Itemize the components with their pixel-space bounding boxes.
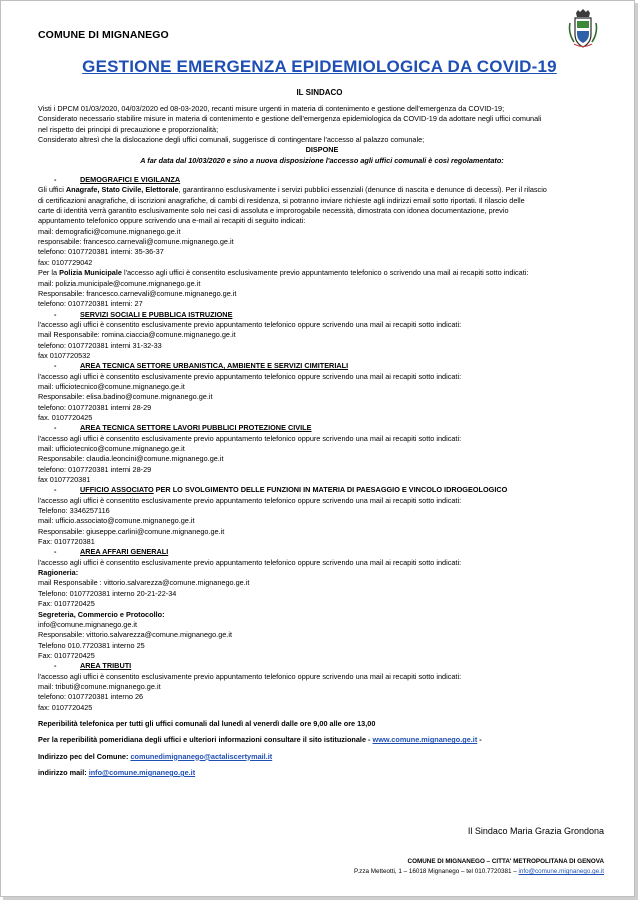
comune-header: COMUNE DI MIGNANEGO bbox=[38, 29, 169, 41]
section-heading-affari-generali: - AREA AFFARI GENERALI bbox=[38, 547, 606, 557]
section-heading-urbanistica: - AREA TECNICA SETTORE URBANISTICA, AMBIENTE E SERVIZI CIMITERIALI bbox=[38, 361, 606, 371]
urbanistica-mail: mail: ufficiotecnico@comune.mignanego.ge.it bbox=[38, 381, 185, 391]
sociali-responsabile: mail Responsabile: romina.ciaccia@comune.mignanego.ge.it bbox=[38, 330, 236, 340]
polizia-mail: mail: polizia.municipale@comune.mignanego.ge.it bbox=[38, 278, 201, 288]
far-data-line: A far data dal 10/03/2020 e sino a nuova disposizione l'accesso agli uffici comunali è così regolamentato: bbox=[140, 155, 504, 165]
coat-of-arms-icon bbox=[568, 9, 598, 49]
bullet-dash: - bbox=[54, 361, 57, 371]
section-heading-demografici: - DEMOGRAFICI E VIGILANZA bbox=[38, 175, 606, 185]
affari-text: l'accesso agli uffici è consentito esclusivamente previo appuntamento telefonico oppure scrivendo una mail ai recapiti sotto indicati: bbox=[38, 557, 462, 567]
bullet-dash: - bbox=[54, 485, 57, 495]
lavori-fax: fax 0107720381 bbox=[38, 475, 91, 485]
footer-comune: COMUNE DI MIGNANEGO – CITTA' METROPOLITANA DI GENOVA bbox=[407, 858, 604, 865]
associato-text: l'accesso agli uffici è consentito esclusivamente previo appuntamento telefonico oppure scrivendo una mail ai recapiti sotto indicati: bbox=[38, 495, 462, 505]
demografici-fax: fax: 0107729042 bbox=[38, 257, 93, 267]
intro-visti: Visti i DPCM 01/03/2020, 04/03/2020 ed 08-03-2020, recanti misure urgenti in materia di contenimento e gestione dell'emergenza da COVID-19; bbox=[38, 104, 505, 113]
sociali-fax: fax 0107720532 bbox=[38, 350, 91, 360]
bullet-dash: - bbox=[54, 175, 57, 185]
il-sindaco-heading: IL SINDACO bbox=[296, 88, 343, 97]
associato-telefono: Telefono: 3346257116 bbox=[38, 506, 110, 516]
segreteria-telefono: Telefono 010.7720381 interno 25 bbox=[38, 640, 145, 650]
pec-line: Indirizzo pec del Comune: comunedimignanego@actaliscertymail.it bbox=[38, 751, 273, 761]
demografici-text-2: di certificazioni anagrafiche, di iscrizioni anagrafiche, di cambi di residenza, si potranno inviare richieste agli indirizzi email sotto riportati. Il rilascio delle bbox=[38, 195, 525, 205]
segreteria-heading: Segreteria, Commercio e Protocollo: bbox=[38, 609, 165, 619]
demografici-mail: mail: demografici@comune.mignanego.ge.it bbox=[38, 226, 181, 236]
urbanistica-telefono: telefono: 0107720381 interni 28-29 bbox=[38, 402, 152, 412]
associato-mail: mail: ufficio.associato@comune.mignanego.ge.it bbox=[38, 516, 195, 526]
tributi-mail: mail: tributi@comune.mignanego.ge.it bbox=[38, 681, 161, 691]
lavori-responsabile: Responsabile: claudia.leoncini@comune.mignanego.ge.it bbox=[38, 454, 224, 464]
bullet-dash: - bbox=[54, 423, 57, 433]
polizia-municipale-text: Per la Polizia Municipale l'accesso agli uffici è consentito esclusivamente previo appuntamento telefonico o scrivendo una mail ai recapiti sotto indicati: bbox=[38, 268, 529, 278]
footer-address: P.zza Metteotti, 1 – 16018 Mignanego – tel 010.7720381 – info@comune.mignanego.ge.it bbox=[354, 868, 604, 875]
intro-considerato-1a: Considerato necessario stabilire misure in materia di contenimento e gestione dell'emergenza epidemiologica da COVID-19 da adottare negli uffici comunali bbox=[38, 114, 542, 124]
section-heading-servizi-sociali: - SERVIZI SOCIALI E PUBBLICA ISTRUZIONE bbox=[38, 310, 606, 320]
spacer bbox=[38, 166, 606, 175]
intro-considerato-1b: nel rispetto dei principi di precauzione e proporzionalità; bbox=[38, 124, 219, 134]
mail-line: indirizzo mail: info@comune.mignanego.ge.it bbox=[38, 767, 196, 777]
demografici-telefono: telefono: 0107720381 interni: 35-36-37 bbox=[38, 247, 164, 257]
urbanistica-fax: fax. 0107720425 bbox=[38, 412, 93, 422]
polizia-responsabile: Responsabile: francesco.carnevali@comune.mignanego.ge.it bbox=[38, 288, 237, 298]
section-heading-tributi: - AREA TRIBUTI bbox=[38, 661, 606, 671]
lavori-mail: mail: ufficiotecnico@comune.mignanego.ge.it bbox=[38, 444, 185, 453]
main-title: GESTIONE EMERGENZA EPIDEMIOLOGICA DA COVID-19 bbox=[82, 57, 557, 76]
dispone-heading: DISPONE bbox=[305, 145, 339, 155]
ragioneria-fax: Fax: 0107720425 bbox=[38, 599, 95, 609]
sociali-telefono: telefono: 0107720381 interni 31-32-33 bbox=[38, 340, 162, 350]
ragioneria-heading: Ragioneria: bbox=[38, 568, 79, 578]
footer-mail-link[interactable]: info@comune.mignanego.ge.it bbox=[518, 868, 604, 875]
section-heading-lavori-pubblici: - AREA TECNICA SETTORE LAVORI PUBBLICI PROTEZIONE CIVILE bbox=[38, 423, 606, 433]
demografici-text-1: Gli uffici Anagrafe, Stato Civile, Elettorale, garantiranno esclusivamente i servizi pubblici essenziali (denunce di nascita e denunce di decessi). Per il rilascio bbox=[38, 185, 547, 195]
urbanistica-text: l'accesso agli uffici è consentito esclusivamente previo appuntamento telefonico oppure scrivendo una mail ai recapiti sotto indicati: bbox=[38, 371, 462, 381]
segreteria-fax: Fax: 0107720425 bbox=[38, 650, 95, 660]
demografici-responsabile: responsabile: francesco.carnevali@comune.mignanego.ge.it bbox=[38, 237, 234, 247]
polizia-telefono: telefono: 0107720381 interni: 27 bbox=[38, 299, 143, 309]
segreteria-responsabile: Responsabile: vittorio.salvarezza@comune.mignanego.ge.it bbox=[38, 630, 232, 640]
tributi-text: l'accesso agli uffici è consentito esclusivamente previo appuntamento telefonico oppure scrivendo una mail ai recapiti sotto indicati: bbox=[38, 671, 462, 681]
pec-link[interactable]: comunedimignanego@actaliscertymail.it bbox=[130, 751, 273, 761]
ragioneria-responsabile: mail Responsabile : vittorio.salvarezza@comune.mignanego.ge.it bbox=[38, 578, 250, 588]
associato-fax: Fax: 0107720381 bbox=[38, 537, 95, 547]
segreteria-mail: info@comune.mignanego.ge.it bbox=[38, 619, 138, 629]
bullet-dash: - bbox=[54, 309, 57, 319]
sociali-text: l'accesso agli uffici è consentito esclusivamente previo appuntamento telefonico oppure scrivendo una mail ai recapiti sotto indicati: bbox=[38, 319, 462, 329]
associato-responsabile: Responsabile: giuseppe.carlini@comune.mignanego.ge.it bbox=[38, 526, 225, 536]
lavori-text: l'accesso agli uffici è consentito esclusivamente previo appuntamento telefonico oppure scrivendo una mail ai recapiti sotto indicati: bbox=[38, 433, 462, 443]
info-mail-link[interactable]: info@comune.mignanego.ge.it bbox=[88, 767, 196, 777]
bullet-dash: - bbox=[54, 661, 57, 671]
section-heading-ufficio-associato: - UFFICIO ASSOCIATO PER LO SVOLGIMENTO DELLE FUNZIONI IN MATERIA DI PAESAGGIO E VINCOLO IDROGEOLOGICO bbox=[38, 485, 606, 495]
demografici-text-4: appuntamento telefonico oppure scrivendo una e-mail ai recapiti di seguito indicati: bbox=[38, 216, 306, 226]
sito-istituzionale-link[interactable]: www.comune.mignanego.ge.it bbox=[372, 735, 478, 745]
demografici-text-3: carte di identità verrà garantito esclusivamente solo nei casi di assoluta e improrogabile necessità, dimostrata con idonea documentazione, previo bbox=[38, 206, 509, 216]
ragioneria-telefono: Telefono: 0107720381 interno 20-21-22-34 bbox=[38, 588, 177, 598]
lavori-telefono: telefono: 0107720381 interni 28-29 bbox=[38, 464, 152, 474]
urbanistica-responsabile: Responsabile: elisa.badino@comune.mignanego.ge.it bbox=[38, 392, 213, 402]
tributi-fax: fax: 0107720425 bbox=[38, 702, 93, 712]
reperibilita-line: Reperibilità telefonica per tutti gli uffici comunali dal lunedì al venerdì dalle ore 9,00 alle ore 13,00 bbox=[38, 718, 376, 728]
intro-considerato-2: Considerato altresì che la dislocazione degli uffici comunali, suggerisce di contingentare l'accesso al palazzo comunale; bbox=[38, 135, 425, 145]
document-body bbox=[38, 104, 606, 778]
tributi-telefono: telefono: 0107720381 interno 26 bbox=[38, 692, 144, 702]
reperibilita-pomeridiana-line: Per la reperibilità pomeridiana degli uffici e ulteriori informazioni consultare il sito istituzionale - www.comune.mignanego.ge.it - bbox=[38, 735, 482, 745]
signature: Il Sindaco Maria Grazia Grondona bbox=[467, 826, 604, 836]
bullet-dash: - bbox=[54, 547, 57, 557]
